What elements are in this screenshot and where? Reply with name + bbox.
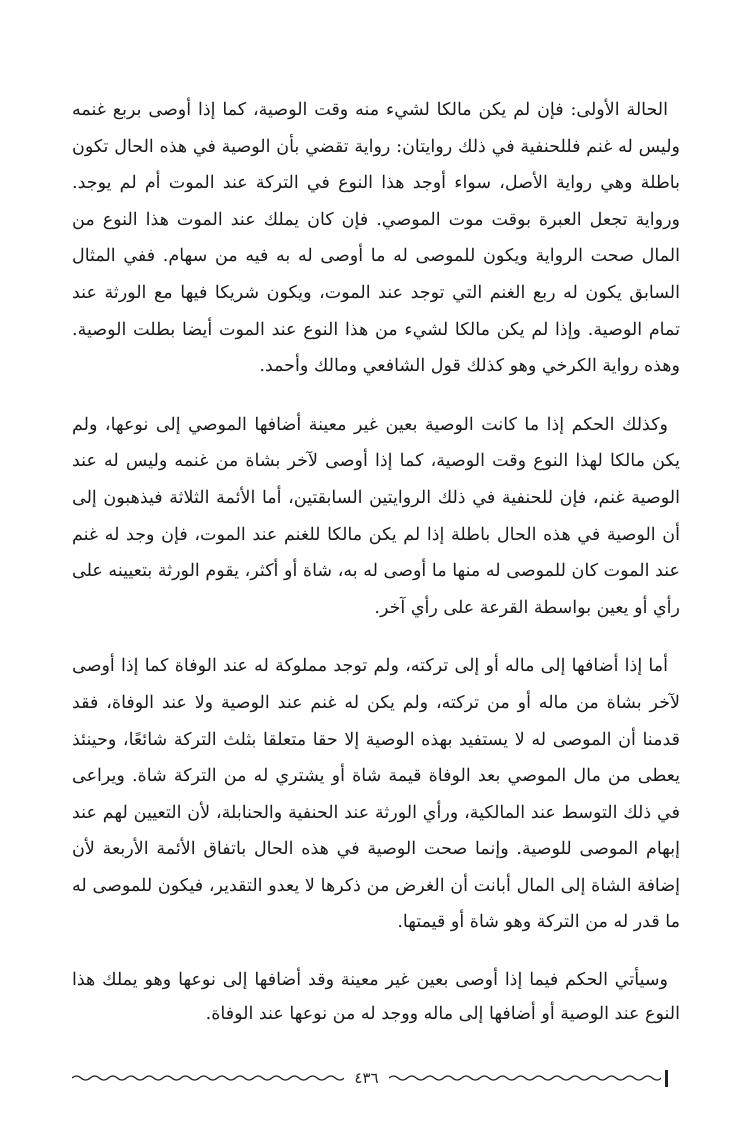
footer-ornament-left	[72, 1068, 344, 1088]
paragraph-4: وسيأتي الحكم فيما إذا أوصى بعين غير معينة وقد أضافها إلى نوعها وهو يملك هذا النوع عند الوصية أو أضافها إلى ماله ووجد له من نوعها عند الوفاة.	[72, 970, 680, 1025]
page-body	[72, 92, 680, 1053]
page-number: ٤٣٦	[354, 1069, 379, 1087]
footer-end-bar	[665, 1070, 668, 1087]
paragraph-2: وكذلك الحكم إذا ما كانت الوصية بعين غير معينة أضافها الموصي إلى نوعها، ولم يكن مالكا لهذا النوع وقت الوصية، كما إذا أوصى لآخر بشاة من غنمه وليس له عند الوصية غنم، فإن للحنفية في ذلك الروايتين السابقتين، أما الأئمة الثلاثة فيذهبون إلى أن الوصية في هذه الحال باطلة إذا لم يكن مالكا للغنم عند الموت، فإن وجد له غنم عند الموت كان للموصى له منها ما أوصى له به، شاة أو أكثر، يقوم الورثة بتعيينه على رأي أو يعين بواسطة القرعة على رأي آخر.	[72, 414, 680, 618]
paragraph-1: الحالة الأولى: فإن لم يكن مالكا لشيء منه وقت الوصية، كما إذا أوصى بربع غنمه وليس له غنم فللحنفية في ذلك روايتان: رواية تقضي بأن الوصية في هذه الحال تكون باطلة وهي رواية الأصل، سواء أوجد هذا النوع في التركة عند الموت أم لم يوجد. ورواية تجعل العبرة بوقت موت الموصي. فإن كان يملك عند الموت هذا النوع من المال صحت الرواية ويكون للموصى له ما أوصى له به فيه من سهام. ففي المثال السابق يكون له ربع الغنم التي توجد عند الموت، ويكون شريكا فيها مع الورثة عند تمام الوصية. وإذا لم يكن مالكا لشيء من هذا النوع عند الموت أيضا بطلت الوصية. وهذه رواية الكرخي وهو كذلك قول الشافعي ومالك وأحمد.	[72, 100, 680, 377]
footer-ornament-right	[389, 1068, 661, 1088]
page-footer	[72, 1068, 668, 1088]
paragraph-3: أما إذا أضافها إلى ماله أو إلى تركته، ولم توجد مملوكة له عند الوفاة كما إذا أوصى لآخر بشاة من ماله أو من تركته، ولم يكن له غنم عند الوصية ولا عند الوفاة، فقد قدمنا أن الموصى له لا يستفيد بهذه الوصية إلا حقا متعلقا بثلث التركة شائعًا، وحينئذ يعطى من مال الموصي بعد الوفاة قيمة شاة أو يشتري له من التركة شاة. ويراعى في ذلك التوسط عند المالكية، ورأي الورثة عند الحنفية والحنابلة، لأن التعيين لهم عند إبهام الموصى للوصية. وإنما صحت الوصية في هذه الحال باتفاق الأئمة الأربعة لأن إضافة الشاة إلى المال أبانت أن الغرض من ذكرها لا يعدو التقدير، فيكون للموصى له ما قدر له من التركة وهو شاة أو قيمتها.	[72, 656, 680, 933]
